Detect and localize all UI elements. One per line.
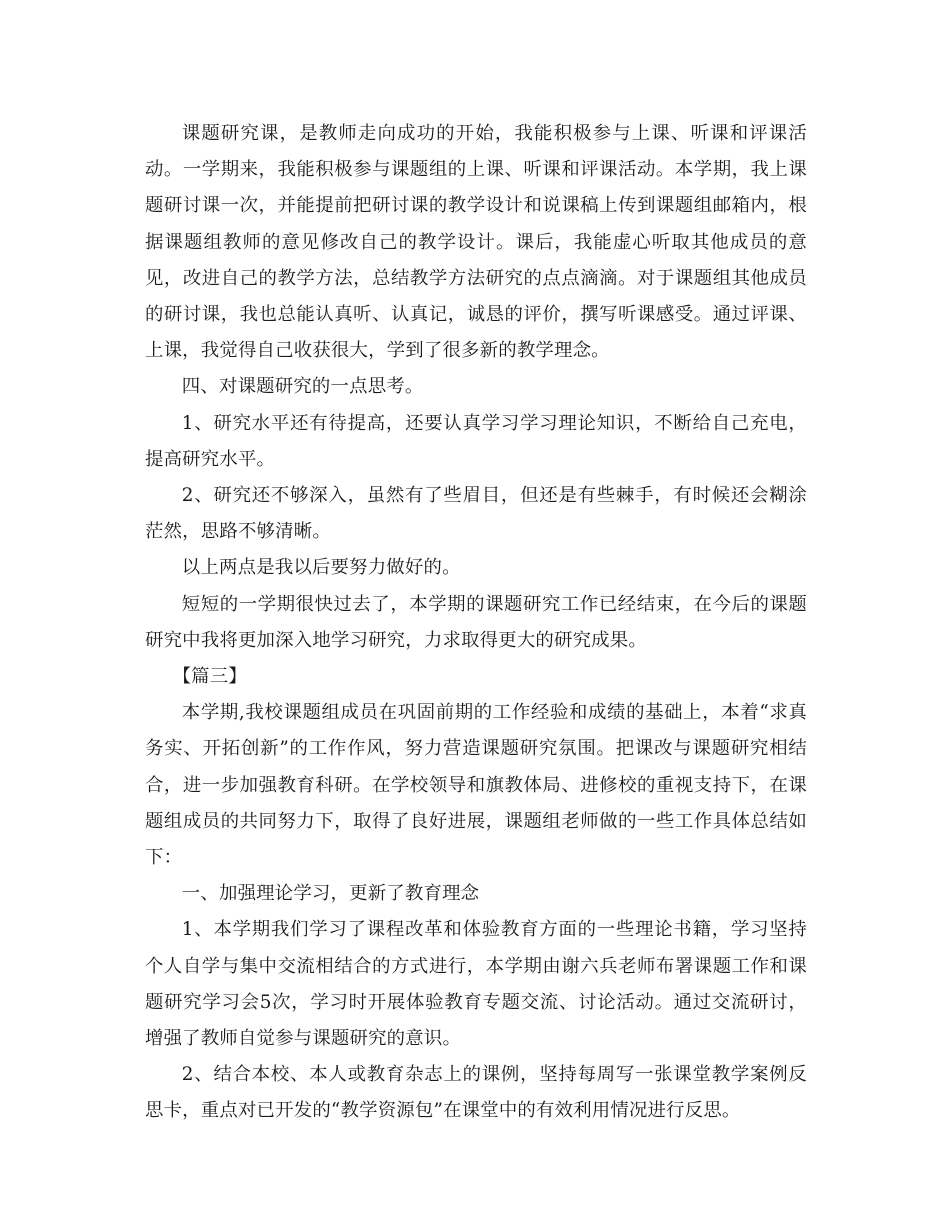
paragraph-semester-end: 短短的一学期很快过去了，本学期的课题研究工作已经结束，在今后的课题研究中我将更加深入地学习研究，力求取得更大的研究成果。 bbox=[145, 593, 807, 651]
paragraph-summary-points: 以上两点是我以后要努力做好的。 bbox=[181, 557, 461, 579]
section-heading-theory-study: 一、加强理论学习，更新了教育理念 bbox=[181, 883, 480, 905]
paragraph-research-lesson: 课题研究课，是教师走向成功的开始，我能积极参与上课、听课和评课活动。一学期来，我能积极参与课题组的上课、听课和评课活动。本学期，我上课题研讨课一次，并能提前把研讨课的教学设计和说课稿上传到课题组邮箱内，根据课题组教师的意见修改自己的教学设计。课后，我能虚心听取其他成员的意见，改进自己的教学方法，总结教学方法研究的点点滴滴。对于课题组其他成员的研讨课，我也总能认真听、认真记，诚恳的评价，撰写听课感受。通过评课、上课，我觉得自己收获很大，学到了很多新的教学理念。 bbox=[145, 123, 807, 362]
paragraph-point-2: 2、研究还不够深入，虽然有了些眉目，但还是有些棘手，有时候还会糊涂茫然，思路不够清晰。 bbox=[145, 485, 807, 543]
paragraph-study-item-1: 1、本学期我们学习了课程改革和体验教育方面的一些理论书籍，学习坚持个人自学与集中交流相结合的方式进行，本学期由谢六兵老师布署课题工作和课题研究学习会5次，学习时开展体验教育专题交流、讨论活动。通过交流研讨，增强了教师自觉参与课题研究的意识。 bbox=[145, 919, 807, 1050]
paragraph-study-item-2: 2、结合本校、本人或教育杂志上的课例，坚持每周写一张课堂教学案例反思卡，重点对已开发的“教学资源包”在课堂中的有效利用情况进行反思。 bbox=[145, 1064, 807, 1122]
paragraph-part3-intro: 本学期,我校课题组成员在巩固前期的工作经验和成绩的基础上，本着“求真务实、开拓创新”的工作作风，努力营造课题研究氛围。把课改与课题研究相结合，进一步加强教育科研。在学校领导和旗教体局、进修校的重视支持下，在课题组成员的共同努力下，取得了良好进展，课题组老师做的一些工作具体总结如下： bbox=[145, 702, 807, 869]
chapter-heading-part3: 【篇三】 bbox=[172, 666, 247, 688]
section-heading-reflection: 四、对课题研究的一点思考。 bbox=[181, 376, 424, 398]
paragraph-point-1: 1、研究水平还有待提高，还要认真学习学习理论知识，不断给自己充电，提高研究水平。 bbox=[145, 412, 807, 470]
document-page bbox=[145, 116, 807, 1130]
